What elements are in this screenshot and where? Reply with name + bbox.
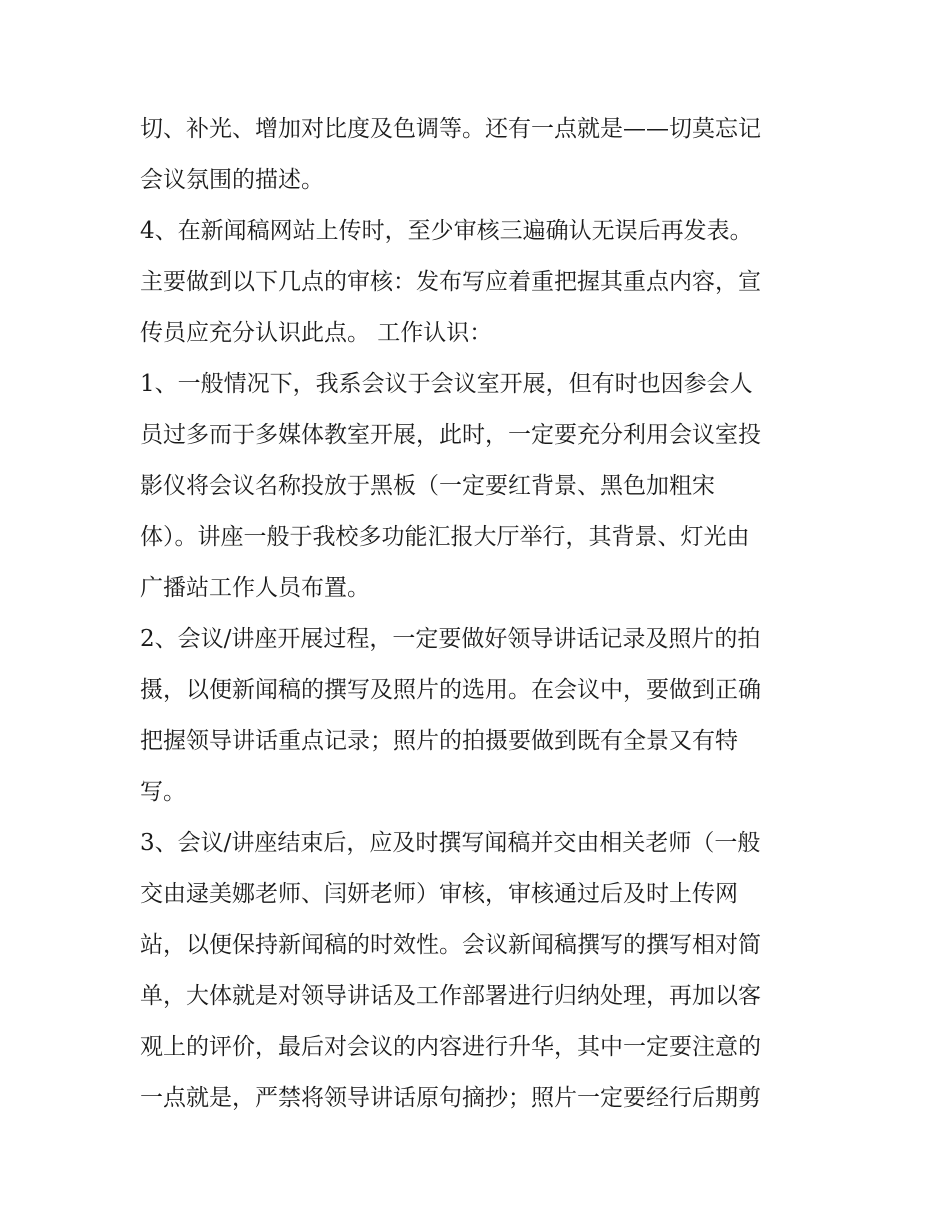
- text-line: 一点就是，严禁将领导讲话原句摘抄；照片一定要经行后期剪: [140, 1085, 761, 1111]
- text-line: 体）。讲座一般于我校多功能汇报大厅举行，其背景、灯光由: [140, 524, 750, 550]
- text-line: 会议氛围的描述。: [140, 167, 324, 193]
- text-line: 广播站工作人员布置。: [140, 575, 370, 601]
- text-line: 摄，以便新闻稿的撰写及照片的选用。在会议中，要做到正确: [140, 677, 761, 703]
- text-line: 1、一般情况下，我系会议于会议室开展，但有时也因参会人: [140, 371, 753, 397]
- text-line: 交由逯美娜老师、闫妍老师）审核，审核通过后及时上传网: [140, 881, 738, 907]
- text-line: 2、会议/讲座开展过程，一定要做好领导讲话记录及照片的拍: [140, 626, 761, 652]
- text-line: 员过多而于多媒体教室开展，此时，一定要充分利用会议室投: [140, 422, 761, 448]
- text-line: 站，以便保持新闻稿的时效性。会议新闻稿撰写的撰写相对简: [140, 932, 761, 958]
- text-line: 3、会议/讲座结束后，应及时撰写闻稿并交由相关老师（一般: [140, 830, 761, 856]
- text-line: 观上的评价，最后对会议的内容进行升华，其中一定要注意的: [140, 1034, 761, 1060]
- document-body: [140, 104, 820, 1124]
- text-line: 4、在新闻稿网站上传时，至少审核三遍确认无误后再发表。: [140, 218, 753, 244]
- text-line: 切、补光、增加对比度及色调等。还有一点就是——切莫忘记: [140, 116, 761, 142]
- text-line: 影仪将会议名称投放于黑板（一定要红背景、黑色加粗宋: [140, 473, 715, 499]
- text-line: 主要做到以下几点的审核：发布写应着重把握其重点内容，宣: [140, 269, 761, 295]
- text-line: 单，大体就是对领导讲话及工作部署进行归纳处理，再加以客: [140, 983, 761, 1009]
- text-line: 把握领导讲话重点记录；照片的拍摄要做到既有全景又有特: [140, 728, 738, 754]
- text-line: 传员应充分认识此点。 工作认识：: [140, 320, 493, 346]
- text-line: 写。: [140, 779, 186, 805]
